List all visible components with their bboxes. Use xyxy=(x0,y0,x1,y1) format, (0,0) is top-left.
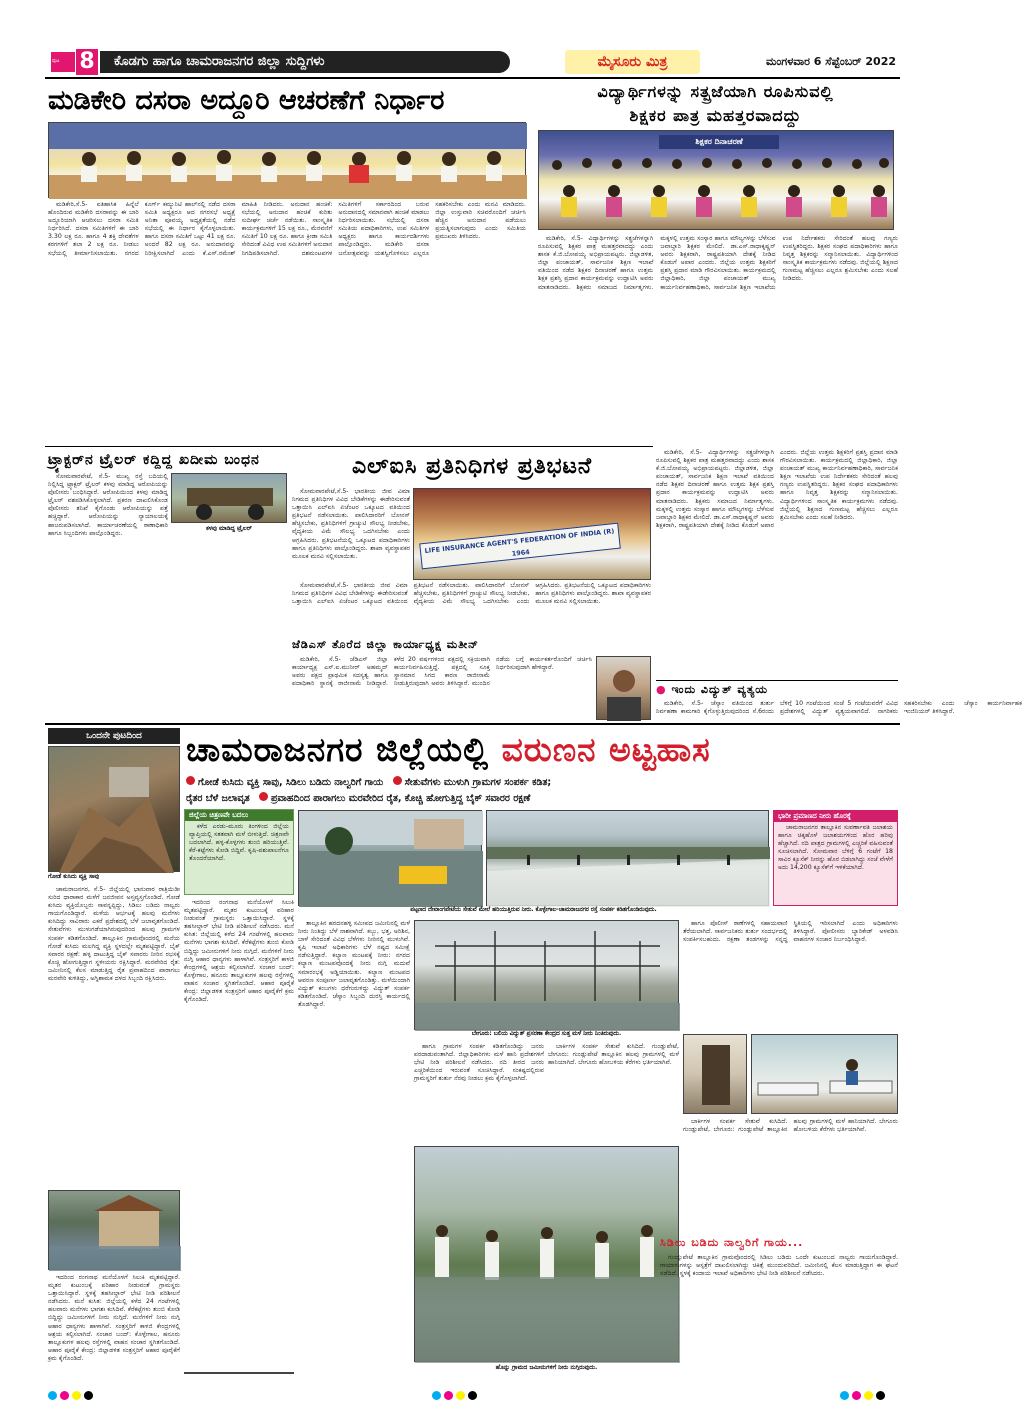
registration-marks-left xyxy=(48,1385,128,1397)
bulb-icon: ● xyxy=(656,683,667,696)
main-col-4: ಹಾಗೂ ಗ್ರಾಮಗಳ ಸಂಪರ್ಕ ಕಡಿತಗೊಂಡಿದ್ದು ಜನರು ಪರದಾಡುವಂತಾಗಿದೆ. ಜಿಲ್ಲಾಧಿಕಾರಿಗಳು ಮಳೆ ಹಾನಿ ಪ್ರದೇಶಗಳಿಗೆ ಭೇಟಿ ನೀಡಿ ಪರಿಶೀಲನೆ ನಡೆಸಿದರು. ನದಿ ತೀರದ ಜನರು ಎಚ್ಚರಿಕೆಯಿಂದ ಇರುವಂತೆ ಸೂಚಿಸಿದ್ದಾರೆ. ಸಂಕಷ್ಟದಲ್ಲಿರುವ ಗ್ರಾಮಸ್ಥರಿಗೆ ತುರ್ತು ನೆರವು ನೀಡಲು ಕ್ರಮ ಕೈಗೊಳ್ಳಲಾಗಿದೆ. xyxy=(414,1043,544,1083)
story1-headline: ಮಡಿಕೇರಿ ದಸರಾ ಅದ್ದೂರಿ ಆಚರಣೆಗೆ ನಿರ್ಧಾರ xyxy=(48,85,445,116)
main-col-1b: ಇದರಿಂದ ರಂಗನಾಥ ಮನೆಯೊಳಗೆ ಸಿಲುಕಿ ಮೃತಪಟ್ಟಿದ್ದಾರೆ. ಮೃತರ ಕುಟುಂಬಕ್ಕೆ ಪರಿಹಾರ ನೀಡುವಂತೆ ಗ್ರಾಮಸ್ಥರು ಒತ್ತಾಯಿಸಿದ್ದಾರೆ. ಸ್ಥಳಕ್ಕೆ ತಹಸೀಲ್ದಾರ್ ಭೇಟಿ ನೀಡಿ ಪರಿಶೀಲನೆ ನಡೆಸಿದರು. ಮನೆ ಕುಸಿತ: ಜಿಲ್ಲೆಯಲ್ಲಿ ಕಳೆದ 24 ಗಂಟೆಗಳಲ್ಲಿ ಹಲವಾರು ಮನೆಗಳು ಭಾಗಶಃ ಕುಸಿದಿವೆ. ಕೆರೆಕಟ್ಟೆಗಳು ತುಂಬಿ ಕೋಡಿ ಬಿದ್ದಿದ್ದು ಜಮೀನುಗಳಿಗೆ ನೀರು ನುಗ್ಗಿದೆ. ಮನೆಗಳಿಗೆ ನೀರು ನುಗ್ಗಿ ಆಹಾರ ಧಾನ್ಯಗಳು ಹಾಳಾಗಿವೆ. ಸಂತ್ರಸ್ತರಿಗೆ ಕಾಳಜಿ ಕೇಂದ್ರಗಳಲ್ಲಿ ಆಶ್ರಯ ಕಲ್ಪಿಸಲಾಗಿದೆ. ಸಂಚಾರ ಬಂದ್: ಕೊಳ್ಳೇಗಾಲ, ಹನೂರು ತಾಲ್ಲೂಕುಗಳ ಹಲವು ರಸ್ತೆಗಳಲ್ಲಿ ವಾಹನ ಸಂಚಾರ ಸ್ಥಗಿತಗೊಂಡಿದೆ. ಆಹಾರ ಪೂರೈಕೆ ಕೇಂದ್ರ: ಜಿಲ್ಲಾಡಳಿತ ಸಂತ್ರಸ್ತರಿಗೆ ಆಹಾರ ಪೂರೈಕೆಗೆ ಕ್ರಮ ಕೈಗೊಂಡಿದೆ. xyxy=(48,1274,180,1362)
flooded-street-illustration xyxy=(299,811,483,907)
mateen-portrait xyxy=(596,656,651,720)
story2-photo xyxy=(538,130,894,230)
story4-photo xyxy=(413,488,651,580)
main-col-1: ಚಾಮರಾಜನಗರ, ಸೆ.5- ಜಿಲ್ಲೆಯಲ್ಲಿ ಭಾನುವಾರ ರಾತ್ರಿಯಿಡೀ ಸುರಿದ ಧಾರಾಕಾರ ಮಳೆಗೆ ಜನಜೀವನ ಅಸ್ತವ್ಯಸ್ತಗೊಂಡಿದೆ. ಗೋಡೆ ಕುಸಿದು ವ್ಯಕ್ತಿಯೊಬ್ಬರು ಸಾವನ್ನಪ್ಪಿದ್ದು, ಸಿಡಿಲು ಬಡಿದು ನಾಲ್ವರು ಗಾಯಗೊಂಡಿದ್ದಾರೆ. ಮಳೆಯ ಆರ್ಭಟಕ್ಕೆ ಹಲವು ಮನೆಗಳು ಕುಸಿದಿದ್ದು ಸಾವಿರಾರು ಎಕರೆ ಪ್ರದೇಶದಲ್ಲಿ ಬೆಳೆ ಜಲಾವೃತಗೊಂಡಿದೆ. ಸೇತುವೆಗಳು ಮುಳುಗಡೆಯಾಗಿರುವುದರಿಂದ ಹಲವು ಗ್ರಾಮಗಳ ಸಂಪರ್ಕ ಕಡಿತಗೊಂಡಿದೆ. ತಾಲ್ಲೂಕಿನ ಗ್ರಾಮವೊಂದರಲ್ಲಿ ಮನೆಯ ಗೋಡೆ ಕುಸಿದು ಮಲಗಿದ್ದ ವ್ಯಕ್ತಿ ಸ್ಥಳದಲ್ಲೇ ಮೃತಪಟ್ಟಿದ್ದಾರೆ. ಬೈಕ್ ಸವಾರರ ರಕ್ಷಣೆ: ಹಳ್ಳ ದಾಟುತ್ತಿದ್ದ ಬೈಕ್ ಸವಾರರು ನೀರಿನ ರಭಸಕ್ಕೆ ಕೊಚ್ಚಿ ಹೋಗುತ್ತಿದ್ದಾಗ ಸ್ಥಳೀಯರು ರಕ್ಷಿಸಿದ್ದಾರೆ. ಮರವೇರಿದ ರೈತ: ಜಮೀನಿನಲ್ಲಿ ಕೆಲಸ ಮಾಡುತ್ತಿದ್ದ ರೈತ ಪ್ರವಾಹದಿಂದ ಪಾರಾಗಲು ಮರವೇರಿ ಕುಳಿತಿದ್ದು, ಅಗ್ನಿಶಾಮಕ ದಳದ ಸಿಬ್ಬಂದಿ ರಕ್ಷಿಸಿದರು. xyxy=(48,886,180,983)
house-in-water-illustration xyxy=(49,1191,181,1271)
masthead-rule xyxy=(45,77,900,79)
registration-marks-right xyxy=(840,1385,900,1397)
power-station-photo xyxy=(414,920,679,1030)
flooded-house-photo xyxy=(48,1190,180,1270)
story4-headline: ಎಲ್‌ಐಸಿ ಪ್ರತಿನಿಧಿಗಳ ಪ್ರತಿಭಟನೆ xyxy=(352,454,592,479)
portrait-illustration xyxy=(597,657,652,721)
story3-headline: ಟ್ರ್ಯಾಕ್ಟರ್‌ನ ಟ್ರೈಲರ್ ಕದ್ದಿದ್ದ ಖದೀಮ ಬಂಧನ xyxy=(48,452,260,468)
main-col-6: ಹಾಗೂ ಪೊಲೀಸ್ ಠಾಣೆಗಳಲ್ಲಿ ಸಹಾಯವಾಣಿ ತೆರೆಯಲಾಗಿದೆ. ಸಾರ್ವಜನಿಕರು ತುರ್ತು ಸಂದರ್ಭದಲ್ಲಿ ಸಂಪರ್ಕಿಸಬಹುದು. ರಕ್ಷಣಾ ತಂಡಗಳನ್ನು ಸನ್ನದ್ಧ ಸ್ಥಿತಿಯಲ್ಲಿ ಇರಿಸಲಾಗಿದೆ ಎಂದು ಅಧಿಕಾರಿಗಳು ತಿಳಿಸಿದ್ದಾರೆ. ಪೋಲೀಸರು ಬ್ಯಾರಿಕೇಡ್ ಅಳವಡಿಸಿ ವಾಹನಗಳ ಸಂಚಾರ ನಿರ್ಬಂಧಿಸಿದ್ದಾರೆ. xyxy=(683,920,898,944)
story2-body: ಮಡಿಕೇರಿ, ಸೆ.5- ವಿದ್ಯಾರ್ಥಿಗಳನ್ನು ಸತ್ಪ್ರಜೆಗಳನ್ನಾಗಿ ರೂಪಿಸುವಲ್ಲಿ ಶಿಕ್ಷಕರ ಪಾತ್ರ ಮಹತ್ತರವಾದದ್ದು ಎಂದು ಶಾಸಕ ಕೆ.ಜಿ.ಬೋಪಯ್ಯ ಅಭಿಪ್ರಾಯಪಟ್ಟರು. ಜಿಲ್ಲಾಡಳಿತ, ಜಿಲ್ಲಾ ಪಂಚಾಯತ್, ಸಾರ್ವಜನಿಕ ಶಿಕ್ಷಣ ಇಲಾಖೆ ವತಿಯಿಂದ ನಡೆದ ಶಿಕ್ಷಕರ ದಿನಾಚರಣೆ ಹಾಗೂ ಉತ್ತಮ ಶಿಕ್ಷಕ ಪ್ರಶಸ್ತಿ ಪ್ರದಾನ ಕಾರ್ಯಕ್ರಮವನ್ನು ಉದ್ಘಾಟಿಸಿ ಅವರು ಮಾತನಾಡಿದರು. ಶಿಕ್ಷಕರು ಸಮಾಜದ ನಿರ್ಮಾತೃಗಳು. ಮಕ್ಕಳಲ್ಲಿ ಉತ್ತಮ ಸಂಸ್ಕಾರ ಹಾಗೂ ಮೌಲ್ಯಗಳನ್ನು ಬೆಳೆಸುವ ಜವಾಬ್ದಾರಿ ಶಿಕ್ಷಕರ ಮೇಲಿದೆ. ಡಾ.ಎಸ್.ರಾಧಾಕೃಷ್ಣನ್ ಅವರು ಶಿಕ್ಷಕರಾಗಿ, ರಾಷ್ಟ್ರಪತಿಯಾಗಿ ದೇಶಕ್ಕೆ ನೀಡಿದ ಕೊಡುಗೆ ಅಪಾರ ಎಂದರು. ಜಿಲ್ಲೆಯ ಉತ್ತಮ ಶಿಕ್ಷಕರಿಗೆ ಪ್ರಶಸ್ತಿ ಪ್ರದಾನ ಮಾಡಿ ಗೌರವಿಸಲಾಯಿತು. ಕಾರ್ಯಕ್ರಮದಲ್ಲಿ ಜಿಲ್ಲಾಧಿಕಾರಿ, ಜಿಲ್ಲಾ ಪಂಚಾಯತ್ ಮುಖ್ಯ ಕಾರ್ಯನಿರ್ವಹಣಾಧಿಕಾರಿ, ಸಾರ್ವಜನಿಕ ಶಿಕ್ಷಣ ಇಲಾಖೆಯ ಉಪ ನಿರ್ದೇಶಕರು ಸೇರಿದಂತೆ ಹಲವು ಗಣ್ಯರು ಉಪಸ್ಥಿತರಿದ್ದರು. ಶಿಕ್ಷಕರ ಸಂಘದ ಪದಾಧಿಕಾರಿಗಳು ಹಾಗೂ ನಿವೃತ್ತ ಶಿಕ್ಷಕರನ್ನು ಸನ್ಮಾನಿಸಲಾಯಿತು. ವಿದ್ಯಾರ್ಥಿಗಳಿಂದ ಸಾಂಸ್ಕೃತಿಕ ಕಾರ್ಯಕ್ರಮಗಳು ನಡೆದವು. ಜಿಲ್ಲೆಯಲ್ಲಿ ಶಿಕ್ಷಣದ ಗುಣಮಟ್ಟ ಹೆಚ್ಚಿಸಲು ಎಲ್ಲರೂ ಶ್ರಮಿಸಬೇಕು ಎಂದು ಸಲಹೆ ನೀಡಿದರು. xyxy=(538,235,898,291)
page-label: ಪುಟ xyxy=(52,58,60,64)
meeting-photo-illustration xyxy=(49,123,527,199)
main-headline: ಚಾಮರಾಜನಗರ ಜಿಲ್ಲೆಯಲ್ಲಿ ವರುಣನ ಅಟ್ಟಹಾಸ xyxy=(186,730,711,769)
story4-subbody: ಮಡಿಕೇರಿ, ಸೆ.5- ಜೆಡಿಎಸ್ ಜಿಲ್ಲಾ ಕಾರ್ಯಾಧ್ಯಕ್ಷ ಎಸ್.ಐ.ಮುನೀರ್ ಅಹಮ್ಮದ್ ಅವರು ಪಕ್ಷದ ಪ್ರಾಥಮಿಕ ಸದಸ್ಯತ್ವ ಹಾಗೂ ಪದಾಧಿಕಾರಿ ಸ್ಥಾನಕ್ಕೆ ರಾಜೀನಾಮೆ ನೀಡಿದ್ದಾರೆ. ಕಳೆದ 20 ವರ್ಷಗಳಿಂದ ಪಕ್ಷದಲ್ಲಿ ಸಕ್ರಿಯವಾಗಿ ಕಾರ್ಯನಿರ್ವಹಿಸುತ್ತಿದ್ದೆ. ಪಕ್ಷದಲ್ಲಿ ಸೂಕ್ತ ಸ್ಥಾನಮಾನ ಸಿಗದ ಕಾರಣ ರಾಜೀನಾಮೆ ನೀಡುತ್ತಿರುವುದಾಗಿ ಅವರು ತಿಳಿಸಿದ್ದಾರೆ. ಮುಂದಿನ ನಡೆಯ ಬಗ್ಗೆ ಕಾರ್ಯಕರ್ತರೊಂದಿಗೆ ಚರ್ಚಿಸಿ ನಿರ್ಧರಿಸುವುದಾಗಿ ಹೇಳಿದ್ದಾರೆ. xyxy=(292,656,592,688)
substation-illustration xyxy=(415,921,680,1031)
deck-line-1: ಗೋಡೆ ಕುಸಿದು ವ್ಯಕ್ತಿ ಸಾವು, ಸಿಡಿಲು ಬಡಿದು ನಾಲ್ವರಿಗೆ ಗಾಯ ಸೇತುವೆಗಳು ಮುಳುಗಿ ಗ್ರಾಮಗಳ ಸಂಪರ್ಕ ಕಡಿತ; xyxy=(186,775,898,790)
hospital-beds-illustration xyxy=(752,1035,899,1115)
villagers-in-water-illustration xyxy=(415,1147,680,1363)
trailer-illustration xyxy=(172,474,288,524)
registration-marks-center xyxy=(432,1385,512,1397)
right-col-body: ಮಡಿಕೇರಿ, ಸೆ.5- ವಿದ್ಯಾರ್ಥಿಗಳನ್ನು ಸತ್ಪ್ರಜೆಗಳನ್ನಾಗಿ ರೂಪಿಸುವಲ್ಲಿ ಶಿಕ್ಷಕರ ಪಾತ್ರ ಮಹತ್ತರವಾದದ್ದು ಎಂದು ಶಾಸಕ ಕೆ.ಜಿ.ಬೋಪಯ್ಯ ಅಭಿಪ್ರಾಯಪಟ್ಟರು. ಜಿಲ್ಲಾಡಳಿತ, ಜಿಲ್ಲಾ ಪಂಚಾಯತ್, ಸಾರ್ವಜನಿಕ ಶಿಕ್ಷಣ ಇಲಾಖೆ ವತಿಯಿಂದ ನಡೆದ ಶಿಕ್ಷಕರ ದಿನಾಚರಣೆ ಹಾಗೂ ಉತ್ತಮ ಶಿಕ್ಷಕ ಪ್ರಶಸ್ತಿ ಪ್ರದಾನ ಕಾರ್ಯಕ್ರಮವನ್ನು ಉದ್ಘಾಟಿಸಿ ಅವರು ಮಾತನಾಡಿದರು. ಶಿಕ್ಷಕರು ಸಮಾಜದ ನಿರ್ಮಾತೃಗಳು. ಮಕ್ಕಳಲ್ಲಿ ಉತ್ತಮ ಸಂಸ್ಕಾರ ಹಾಗೂ ಮೌಲ್ಯಗಳನ್ನು ಬೆಳೆಸುವ ಜವಾಬ್ದಾರಿ ಶಿಕ್ಷಕರ ಮೇಲಿದೆ. ಡಾ.ಎಸ್.ರಾಧಾಕೃಷ್ಣನ್ ಅವರು ಶಿಕ್ಷಕರಾಗಿ, ರಾಷ್ಟ್ರಪತಿಯಾಗಿ ದೇಶಕ್ಕೆ ನೀಡಿದ ಕೊಡುಗೆ ಅಪಾರ ಎಂದರು. ಜಿಲ್ಲೆಯ ಉತ್ತಮ ಶಿಕ್ಷಕರಿಗೆ ಪ್ರಶಸ್ತಿ ಪ್ರದಾನ ಮಾಡಿ ಗೌರವಿಸಲಾಯಿತು. ಕಾರ್ಯಕ್ರಮದಲ್ಲಿ ಜಿಲ್ಲಾಧಿಕಾರಿ, ಜಿಲ್ಲಾ ಪಂಚಾಯತ್ ಮುಖ್ಯ ಕಾರ್ಯನಿರ್ವಹಣಾಧಿಕಾರಿ, ಸಾರ್ವಜನಿಕ ಶಿಕ್ಷಣ ಇಲಾಖೆಯ ಉಪ ನಿರ್ದೇಶಕರು ಸೇರಿದಂತೆ ಹಲವು ಗಣ್ಯರು ಉಪಸ್ಥಿತರಿದ್ದರು. ಶಿಕ್ಷಕರ ಸಂಘದ ಪದಾಧಿಕಾರಿಗಳು ಹಾಗೂ ನಿವೃತ್ತ ಶಿಕ್ಷಕರನ್ನು ಸನ್ಮಾನಿಸಲಾಯಿತು. ವಿದ್ಯಾರ್ಥಿಗಳಿಂದ ಸಾಂಸ್ಕೃತಿಕ ಕಾರ್ಯಕ್ರಮಗಳು ನಡೆದವು. ಜಿಲ್ಲೆಯಲ್ಲಿ ಶಿಕ್ಷಣದ ಗುಣಮಟ್ಟ ಹೆಚ್ಚಿಸಲು ಎಲ್ಲರೂ ಶ್ರಮಿಸಬೇಕು ಎಂದು ಸಲಹೆ ನೀಡಿದರು. xyxy=(656,449,898,529)
story5-headline: ● ಇಂದು ವಿದ್ಯುತ್ ವ್ಯತ್ಯಯ xyxy=(656,680,898,698)
main-col-6b: ಬಾರ್ಕಿಗಳ ಸಂಪರ್ಕ ಸೇತುವೆ ಕುಸಿದಿದೆ. ಗುಂಡ್ಲುಪೇಟೆ, ಬೇಗೂರು: ಗುಂಡ್ಲುಪೇಟೆ ತಾಲ್ಲೂಕಿನ ಹಲವು ಗ್ರಾಮಗಳಲ್ಲಿ ಮಳೆ ಹಾನಿಯಾಗಿದೆ. ಬೇಗೂರು ಹೋಬಳಿಯ ಕೆರೆಗಳು ಭರ್ತಿಯಾಗಿವೆ. xyxy=(683,1118,898,1134)
lic-banner: LIFE INSURANCE AGENT'S FEDERATION OF INDIA (R) 1964 xyxy=(419,523,621,570)
main-col-3: ತಾಲ್ಲೂಕಿನ ಹರದನಹಳ್ಳಿ ಸಮೀಪದ ಜಮೀನಿನಲ್ಲಿ ಮಳೆ ನೀರು ನಿಂತಿದ್ದು ಬೆಳೆ ನಾಶವಾಗಿದೆ. ಕಬ್ಬು, ಭತ್ತ, ಅರಿಶಿನ, ಬಾಳೆ ಸೇರಿದಂತೆ ವಿವಿಧ ಬೆಳೆಗಳು ನೀರಿನಲ್ಲಿ ಮುಳುಗಿವೆ. ಕೃಷಿ ಇಲಾಖೆ ಅಧಿಕಾರಿಗಳು ಬೆಳೆ ನಷ್ಟದ ಸಮೀಕ್ಷೆ ನಡೆಸುತ್ತಿದ್ದಾರೆ. ಕಲ್ಯಾಣ ಮಂಟಪಕ್ಕೆ ನೀರು: ನಗರದ ಕಲ್ಯಾಣ ಮಂಟಪವೊಂದಕ್ಕೆ ನೀರು ನುಗ್ಗಿ ಮದುವೆ ಸಮಾರಂಭಕ್ಕೆ ಅಡ್ಡಿಯಾಯಿತು. ಕಲ್ಯಾಣ ಮಂಟಪದ ಆವರಣ ಸಂಪೂರ್ಣ ಜಲಾವೃತಗೊಂಡಿತ್ತು. ಮಳೆಯಿಂದಾಗಿ ವಿದ್ಯುತ್ ಕಂಬಗಳು ಧರೆಗುರುಳಿದ್ದು ವಿದ್ಯುತ್ ಸಂಪರ್ಕ ಕಡಿತಗೊಂಡಿದೆ. ಚೆಸ್ಕಾಂ ಸಿಬ್ಬಂದಿ ದುರಸ್ತಿ ಕಾರ್ಯದಲ್ಲಿ ತೊಡಗಿದ್ದಾರೆ. xyxy=(298,920,410,1008)
bullet-icon xyxy=(186,776,195,785)
flood-photo-bridge xyxy=(486,810,769,906)
field-flood-photo xyxy=(414,1146,679,1362)
masthead xyxy=(45,49,900,75)
story5-body: ಮಡಿಕೇರಿ, ಸೆ.5- ಚೆಸ್ಕಾಂ ವತಿಯಿಂದ ತುರ್ತು ನಿರ್ವಹಣಾ ಕಾಮಗಾರಿ ಕೈಗೊಳ್ಳುತ್ತಿರುವುದರಿಂದ ಸೆ.6ರಂದು ಬೆಳಿಗ್ಗೆ 10 ಗಂಟೆಯಿಂದ ಸಂಜೆ 5 ಗಂಟೆಯವರೆಗೆ ವಿವಿಧ ಪ್ರದೇಶಗಳಲ್ಲಿ ವಿದ್ಯುತ್ ವ್ಯತ್ಯಯವಾಗಲಿದೆ. ನಾಗರಿಕರು ಸಹಕರಿಸಬೇಕು ಎಂದು ಚೆಸ್ಕಾಂ ಕಾರ್ಯನಿರ್ವಾಹಕ ಇಂಜಿನಿಯರ್ ತಿಳಿಸಿದ್ದಾರೆ. xyxy=(656,700,1022,716)
sidebar-title: ಜಿಲ್ಲೆಯ ಚಿತ್ರಣವೇ ಬದಲು xyxy=(185,810,293,821)
page-number: 8 xyxy=(76,49,98,75)
hospital-photo-left xyxy=(683,1034,747,1114)
section-title: ಕೊಡಗು ಹಾಗೂ ಚಾಮರಾಜನಗರ ಜಿಲ್ಲಾ ಸುದ್ದಿಗಳು xyxy=(100,51,510,73)
flood-caption: ಪಟ್ಟಣದ ದೇವಾಂಗಪೇಟೆಯ ಸೇತುವೆ ಮೇಲೆ ಹರಿಯುತ್ತಿರುವ ನೀರು. ಕೊಳ್ಳೇಗಾಲ-ಚಾಮರಾಜನಗರ ರಸ್ತೆ ಸಂಪರ್ಕ ಕಡಿತಗೊಂಡಿರುವುದು. xyxy=(410,907,657,913)
field-flood-caption: ಹೊನ್ನು ಗ್ರಾಮದ ಜಮೀನುಗಳಿಗೆ ನೀರು ನುಗ್ಗಿರುವುದು. xyxy=(495,1364,598,1371)
story3-caption: ಕಳವು ಮಾಡಿದ್ದ ಟ್ರೈಲರ್ xyxy=(206,525,252,532)
power-caption: ಬೇಗೂರು: ಬಲಿಯ ವಿದ್ಯುತ್ ಪ್ರಸರಣಾ ಕೇಂದ್ರದ ಸುತ್ತ ಮಳೆ ನೀರು ನಿಂತಿರುವುದು. xyxy=(471,1031,622,1037)
ceremony-banner: ಶಿಕ್ಷಕರ ದಿನಾಚರಣೆ xyxy=(659,135,779,149)
ceremony-people-illustration xyxy=(539,151,895,231)
hospital-photo-right xyxy=(751,1034,898,1114)
page-number-badge xyxy=(51,52,75,72)
district-sidebar xyxy=(184,809,294,895)
story3-photo xyxy=(171,473,287,523)
inspection-photo xyxy=(184,1372,294,1374)
story2-headline-1: ವಿದ್ಯಾರ್ಥಿಗಳನ್ನು ಸತ್ಪ್ರಜೆಯಾಗಿ ರೂಪಿಸುವಲ್ಲಿ xyxy=(597,82,834,101)
dam-box-body: ಚಾಮರಾಜನಗರ ತಾಲ್ಲೂಕಿನ ಸುವರ್ಣಾವತಿ ಜಲಾಶಯ ಹಾಗೂ ಚಿಕ್ಕಹೊಳೆ ಜಲಾಶಯಗಳಿಂದ ಹೊರ ಹರಿವು ಹೆಚ್ಚಾಗಿದೆ. ನದಿ ಪಾತ್ರದ ಗ್ರಾಮಗಳಲ್ಲಿ ಎಚ್ಚರಿಕೆ ವಹಿಸುವಂತೆ ಸೂಚಿಸಲಾಗಿದೆ. ಸೋಮವಾರ ಬೆಳಿಗ್ಗೆ 6 ಗಂಟೆಗೆ 18 ಸಾವಿರ ಕ್ಯೂಸೆಕ್ ನೀರನ್ನು ಹೊರ ಬಿಡಲಾಗಿದ್ದು ಸಂಜೆ ವೇಳೆಗೆ ಅದು 14,200 ಕ್ಯೂಸೆಕ್‌ಗೆ ಇಳಿಕೆಯಾಗಿದೆ. xyxy=(778,824,893,872)
issue-date: ಮಂಗಳವಾರ 6 ಸೆಪ್ಟೆಂಬರ್ 2022 xyxy=(765,55,896,68)
main-col-2: ಇದರಿಂದ ರಂಗನಾಥ ಮನೆಯೊಳಗೆ ಸಿಲುಕಿ ಮೃತಪಟ್ಟಿದ್ದಾರೆ. ಮೃತರ ಕುಟುಂಬಕ್ಕೆ ಪರಿಹಾರ ನೀಡುವಂತೆ ಗ್ರಾಮಸ್ಥರು ಒತ್ತಾಯಿಸಿದ್ದಾರೆ. ಸ್ಥಳಕ್ಕೆ ತಹಸೀಲ್ದಾರ್ ಭೇಟಿ ನೀಡಿ ಪರಿಶೀಲನೆ ನಡೆಸಿದರು. ಮನೆ ಕುಸಿತ: ಜಿಲ್ಲೆಯಲ್ಲಿ ಕಳೆದ 24 ಗಂಟೆಗಳಲ್ಲಿ ಹಲವಾರು ಮನೆಗಳು ಭಾಗಶಃ ಕುಸಿದಿವೆ. ಕೆರೆಕಟ್ಟೆಗಳು ತುಂಬಿ ಕೋಡಿ ಬಿದ್ದಿದ್ದು ಜಮೀನುಗಳಿಗೆ ನೀರು ನುಗ್ಗಿದೆ. ಮನೆಗಳಿಗೆ ನೀರು ನುಗ್ಗಿ ಆಹಾರ ಧಾನ್ಯಗಳು ಹಾಳಾಗಿವೆ. ಸಂತ್ರಸ್ತರಿಗೆ ಕಾಳಜಿ ಕೇಂದ್ರಗಳಲ್ಲಿ ಆಶ್ರಯ ಕಲ್ಪಿಸಲಾಗಿದೆ. ಸಂಚಾರ ಬಂದ್: ಕೊಳ್ಳೇಗಾಲ, ಹನೂರು ತಾಲ್ಲೂಕುಗಳ ಹಲವು ರಸ್ತೆಗಳಲ್ಲಿ ವಾಹನ ಸಂಚಾರ ಸ್ಥಗಿತಗೊಂಡಿದೆ. ಆಹಾರ ಪೂರೈಕೆ ಕೇಂದ್ರ: ಜಿಲ್ಲಾಡಳಿತ ಸಂತ್ರಸ್ತರಿಗೆ ಆಹಾರ ಪೂರೈಕೆಗೆ ಕ್ರಮ ಕೈಗೊಂಡಿದೆ. xyxy=(184,899,294,1004)
sidebar-body: ಕಳೆದ ಎರಡು-ಮೂರು ತಿಂಗಳಿಂದ ಜಿಲ್ಲೆಯ ವ್ಯಾಪ್ತಿಯಲ್ಲಿ ಸತತವಾಗಿ ಮಳೆ ಬೀಳುತ್ತಿದೆ. ಚಿತ್ರಣವೇ ಬದಲಾಗಿದೆ. ಹಳ್ಳ-ಕೊಳ್ಳಗಳು ತುಂಬಿ ಹರಿಯುತ್ತಿವೆ. ಕೆರೆ-ಕಟ್ಟೆಗಳು ಕೋಡಿ ಬಿದ್ದಿವೆ. ಕೃಷಿ-ಪಶುಪಾಲನೆಗೂ ತೊಂದರೆಯಾಗಿದೆ. xyxy=(189,823,289,863)
doorway-illustration xyxy=(684,1035,748,1115)
rubble-illustration xyxy=(49,747,181,873)
lightning-body: ಗುಂಡ್ಲುಪೇಟೆ ತಾಲ್ಲೂಕಿನ ಗ್ರಾಮವೊಂದರಲ್ಲಿ ಸಿಡಿಲು ಬಡಿದು ಒಂದೇ ಕುಟುಂಬದ ನಾಲ್ವರು ಗಾಯಗೊಂಡಿದ್ದಾರೆ. ಗಾಯಾಳುಗಳನ್ನು ಆಸ್ಪತ್ರೆಗೆ ದಾಖಲಿಸಲಾಗಿದ್ದು ಚಿಕಿತ್ಸೆ ಮುಂದುವರಿದಿದೆ. ಜಮೀನಿನಲ್ಲಿ ಕೆಲಸ ಮಾಡುತ್ತಿದ್ದಾಗ ಈ ಘಟನೆ ನಡೆದಿದೆ. ಸ್ಥಳಕ್ಕೆ ಕಂದಾಯ ಇಲಾಖೆ ಅಧಿಕಾರಿಗಳು ಭೇಟಿ ನೀಡಿ ಪರಿಶೀಲನೆ ನಡೆಸಿದರು. xyxy=(660,1254,898,1278)
story4-subheadline: ಜೆಡಿಎಸ್ ತೊರೆದ ಜಿಲ್ಲಾ ಕಾರ್ಯಾಧ್ಯಕ್ಷ ಮತೀನ್ xyxy=(292,638,479,651)
dam-outflow-box xyxy=(773,810,898,906)
overflowing-bridge-illustration xyxy=(487,811,770,907)
story1-body: ಮಡಿಕೇರಿ,ಸೆ.5- ಐತಿಹಾಸಿಕ ಹಿನ್ನೆಲೆ ಹೊಂದಿರುವ ಮಡಿಕೇರಿ ದಸರಾವನ್ನು ಈ ಬಾರಿ ಅದ್ದೂರಿಯಾಗಿ ಆಚರಿಸಲು ದಸರಾ ಸಮಿತಿ ನಿರ್ಧರಿಸಿದೆ. ದಸರಾ ಸಮಿತಿಗಳಿಗೆ ಈ ಬಾರಿ 3.30 ಲಕ್ಷ ರೂ. ಹಾಗೂ 4 ಶಕ್ತಿ ದೇವತೆಗಳ ಕರಗಗಳಿಗೆ ತಲಾ 2 ಲಕ್ಷ ರೂ. ನೀಡಲು ಸಭೆಯಲ್ಲಿ ತೀರ್ಮಾನಿಸಲಾಯಿತು. ನಗರದ ಕೂರ್ಗ್ ಕಮ್ಯುನಿಟಿ ಹಾಲ್‌ನಲ್ಲಿ ನಡೆದ ದಸರಾ ಸಮಿತಿ ಅಧ್ಯಕ್ಷರೂ ಆದ ನಗರಸಭೆ ಅಧ್ಯಕ್ಷೆ ಅನಿತಾ ಪೂವಯ್ಯ ಅಧ್ಯಕ್ಷತೆಯಲ್ಲಿ ನಡೆದ ಸಭೆಯಲ್ಲಿ ಈ ನಿರ್ಧಾರ ಕೈಗೊಳ್ಳಲಾಯಿತು. ಹಾಗೂ ದಸರಾ ಸಮಿತಿಗೆ ಒಟ್ಟು 41 ಲಕ್ಷ ರೂ. ಅಂದರೆ 82 ಲಕ್ಷ ರೂ. ಅನುದಾನವನ್ನು ನಿರೀಕ್ಷಿಸಲಾಗಿದೆ ಎಂದು ಕೆ.ಎಸ್.ರಮೇಶ್ ಮಾಹಿತಿ ನೀಡಿದರು. ಅನುದಾನ ಹಂಚಿಕೆ: ಸಭೆಯಲ್ಲಿ ಅನುದಾನ ಹಂಚಿಕೆ ಕುರಿತು ಸುದೀರ್ಘ ಚರ್ಚೆ ನಡೆಯಿತು. ಸಾಂಸ್ಕೃತಿಕ ಕಾರ್ಯಕ್ರಮಗಳಿಗೆ 15 ಲಕ್ಷ ರೂ., ಮೆರವಣಿಗೆ ಸಮಿತಿಗೆ 10 ಲಕ್ಷ ರೂ. ಹಾಗೂ ಕ್ರೀಡಾ ಸಮಿತಿ ಸೇರಿದಂತೆ ವಿವಿಧ ಉಪ ಸಮಿತಿಗಳಿಗೆ ಅನುದಾನ ನಿಗದಿಪಡಿಸಲಾಗಿದೆ. ದಶಮಂಟಪಗಳ ಸಮಿತಿಗಳಿಗೆ ಸರ್ಕಾರದಿಂದ ಬರುವ ಅನುದಾನದಲ್ಲಿ ಸಮಾನವಾಗಿ ಹಂಚಿಕೆ ಮಾಡಲು ನಿರ್ಧರಿಸಲಾಯಿತು. ಸಭೆಯಲ್ಲಿ ದಸರಾ ಸಮಿತಿಯ ಪದಾಧಿಕಾರಿಗಳು, ಉಪ ಸಮಿತಿಗಳ ಅಧ್ಯಕ್ಷರು ಹಾಗೂ ಕಾರ್ಯದರ್ಶಿಗಳು ಪಾಲ್ಗೊಂಡಿದ್ದರು. ಮಡಿಕೇರಿ ದಸರಾ ಜನೋತ್ಸವವನ್ನು ಯಶಸ್ವಿಗೊಳಿಸಲು ಎಲ್ಲರೂ ಸಹಕರಿಸಬೇಕು ಎಂದು ಮನವಿ ಮಾಡಿದರು. ಜಿಲ್ಲಾ ಉಸ್ತುವಾರಿ ಸಚಿವರೊಂದಿಗೆ ಚರ್ಚಿಸಿ ಹೆಚ್ಚಿನ ಅನುದಾನ ಪಡೆಯಲು ಪ್ರಯತ್ನಿಸಲಾಗುವುದು ಎಂದು ಸಮಿತಿಯ ಪ್ರಮುಖರು ತಿಳಿಸಿದರು. xyxy=(48,201,526,257)
story3-body: ಸೋಮವಾರಪೇಟೆ, ಸೆ.5- ಮುಖ್ಯ ರಸ್ತೆ ಬದಿಯಲ್ಲಿ ನಿಲ್ಲಿಸಿದ್ದ ಟ್ರ್ಯಾಕ್ಟರ್ ಟ್ರೈಲರ್ ಕಳವು ಮಾಡಿದ್ದ ಆರೋಪಿಯನ್ನು ಪೊಲೀಸರು ಬಂಧಿಸಿದ್ದಾರೆ. ಆರೋಪಿಯಿಂದ ಕಳವು ಮಾಡಿದ್ದ ಟ್ರೈಲರ್ ವಶಪಡಿಸಿಕೊಳ್ಳಲಾಗಿದೆ. ಪ್ರಕರಣ ದಾಖಲಿಸಿಕೊಂಡ ಪೊಲೀಸರು ತನಿಖೆ ಕೈಗೊಂಡು ಆರೋಪಿಯನ್ನು ಪತ್ತೆ ಹಚ್ಚಿದ್ದಾರೆ. ಆರೋಪಿಯನ್ನು ನ್ಯಾಯಾಲಯಕ್ಕೆ ಹಾಜರುಪಡಿಸಲಾಗಿದೆ. ಕಾರ್ಯಾಚರಣೆಯಲ್ಲಿ ಠಾಣಾಧಿಕಾರಿ ಹಾಗೂ ಸಿಬ್ಬಂದಿಗಳು ಪಾಲ್ಗೊಂಡಿದ್ದರು. xyxy=(48,473,168,537)
rule-2 xyxy=(45,723,900,725)
story4-caption-text: ಸೋಮವಾರಪೇಟೆ,ಸೆ.5- ಭಾರತೀಯ ಜೀವ ವಿಮಾ ನಿಗಮದ ಪ್ರತಿನಿಧಿಗಳ ವಿವಿಧ ಬೇಡಿಕೆಗಳನ್ನು ಈಡೇರಿಸುವಂತೆ ಒತ್ತಾಯಿಸಿ ಎಲ್‌ಐಸಿ ಏಜೆಂಟರ ಒಕ್ಕೂಟದ ವತಿಯಿಂದ ಪ್ರತಿಭಟನೆ ನಡೆಸಲಾಯಿತು. ಪಾಲಿಸಿದಾರರಿಗೆ ಬೋನಸ್ ಹೆಚ್ಚಿಸಬೇಕು, ಪ್ರತಿನಿಧಿಗಳಿಗೆ ಗ್ರಾಚ್ಯುಟಿ ಸೌಲಭ್ಯ ನೀಡಬೇಕು, ವೈದ್ಯಕೀಯ ವಿಮೆ ಸೌಲಭ್ಯ ಒದಗಿಸಬೇಕು ಎಂದು ಆಗ್ರಹಿಸಿದರು. ಪ್ರತಿಭಟನೆಯಲ್ಲಿ ಒಕ್ಕೂಟದ ಪದಾಧಿಕಾರಿಗಳು ಹಾಗೂ ಪ್ರತಿನಿಧಿಗಳು ಪಾಲ್ಗೊಂಡಿದ್ದರು. ಶಾಖಾ ವ್ಯವಸ್ಥಾಪಕರ ಮೂಲಕ ಮನವಿ ಸಲ್ಲಿಸಲಾಯಿತು. xyxy=(292,582,651,606)
continued-label: ಒಂದನೇ ಪುಟದಿಂದ xyxy=(48,728,180,744)
dam-box-title: ಭಾರೀ ಪ್ರಮಾಣದ ನೀರು ಹೊರಕ್ಕೆ xyxy=(774,811,897,822)
story2-headline-2: ಶಿಕ್ಷಕರ ಪಾತ್ರ ಮಹತ್ತರವಾದದ್ದು xyxy=(629,106,802,125)
deck-line-2: ರೈತರ ಬೆಳೆ ಜಲಾವೃತ ಪ್ರವಾಹದಿಂದ ಪಾರಾಗಲು ಮರವೇರಿದ ರೈತ, ಕೊಚ್ಚಿ ಹೋಗುತ್ತಿದ್ದ ಬೈಕ್ ಸವಾರರ ರಕ್ಷಣೆ xyxy=(186,793,531,804)
bullet-icon xyxy=(259,792,268,801)
lightning-headline: ಸಿಡಿಲು ಬಡಿದು ನಾಲ್ವರಿಗೆ ಗಾಯ... xyxy=(660,1236,804,1249)
paper-name: ಮೈಸೂರು ಮಿತ್ರ xyxy=(565,50,700,74)
bullet-icon xyxy=(393,776,402,785)
main-col-5: ಬಾರ್ಕಿಗಳ ಸಂಪರ್ಕ ಸೇತುವೆ ಕುಸಿದಿದೆ. ಗುಂಡ್ಲುಪೇಟೆ, ಬೇಗೂರು: ಗುಂಡ್ಲುಪೇಟೆ ತಾಲ್ಲೂಕಿನ ಹಲವು ಗ್ರಾಮಗಳಲ್ಲಿ ಮಳೆ ಹಾನಿಯಾಗಿದೆ. ಬೇಗೂರು ಹೋಬಳಿಯ ಕೆರೆಗಳು ಭರ್ತಿಯಾಗಿವೆ. xyxy=(548,1043,679,1067)
collapsed-wall-photo xyxy=(48,746,180,872)
lightning-box xyxy=(660,1234,898,1374)
story1-photo xyxy=(48,122,526,198)
story4-body: ಸೋಮವಾರಪೇಟೆ,ಸೆ.5- ಭಾರತೀಯ ಜೀವ ವಿಮಾ ನಿಗಮದ ಪ್ರತಿನಿಧಿಗಳ ವಿವಿಧ ಬೇಡಿಕೆಗಳನ್ನು ಈಡೇರಿಸುವಂತೆ ಒತ್ತಾಯಿಸಿ ಎಲ್‌ಐಸಿ ಏಜೆಂಟರ ಒಕ್ಕೂಟದ ವತಿಯಿಂದ ಪ್ರತಿಭಟನೆ ನಡೆಸಲಾಯಿತು. ಪಾಲಿಸಿದಾರರಿಗೆ ಬೋನಸ್ ಹೆಚ್ಚಿಸಬೇಕು, ಪ್ರತಿನಿಧಿಗಳಿಗೆ ಗ್ರಾಚ್ಯುಟಿ ಸೌಲಭ್ಯ ನೀಡಬೇಕು, ವೈದ್ಯಕೀಯ ವಿಮೆ ಸೌಲಭ್ಯ ಒದಗಿಸಬೇಕು ಎಂದು ಆಗ್ರಹಿಸಿದರು. ಪ್ರತಿಭಟನೆಯಲ್ಲಿ ಒಕ್ಕೂಟದ ಪದಾಧಿಕಾರಿಗಳು ಹಾಗೂ ಪ್ರತಿನಿಧಿಗಳು ಪಾಲ್ಗೊಂಡಿದ್ದರು. ಶಾಖಾ ವ್ಯವಸ್ಥಾಪಕರ ಮೂಲಕ ಮನವಿ ಸಲ್ಲಿಸಲಾಯಿತು. xyxy=(292,488,410,560)
flood-photo-left xyxy=(298,810,482,906)
rule-1 xyxy=(45,446,653,447)
collapsed-wall-caption: ಗೋಡೆ ಕುಸಿದು ವ್ಯಕ್ತಿ ಸಾವು xyxy=(48,873,100,880)
